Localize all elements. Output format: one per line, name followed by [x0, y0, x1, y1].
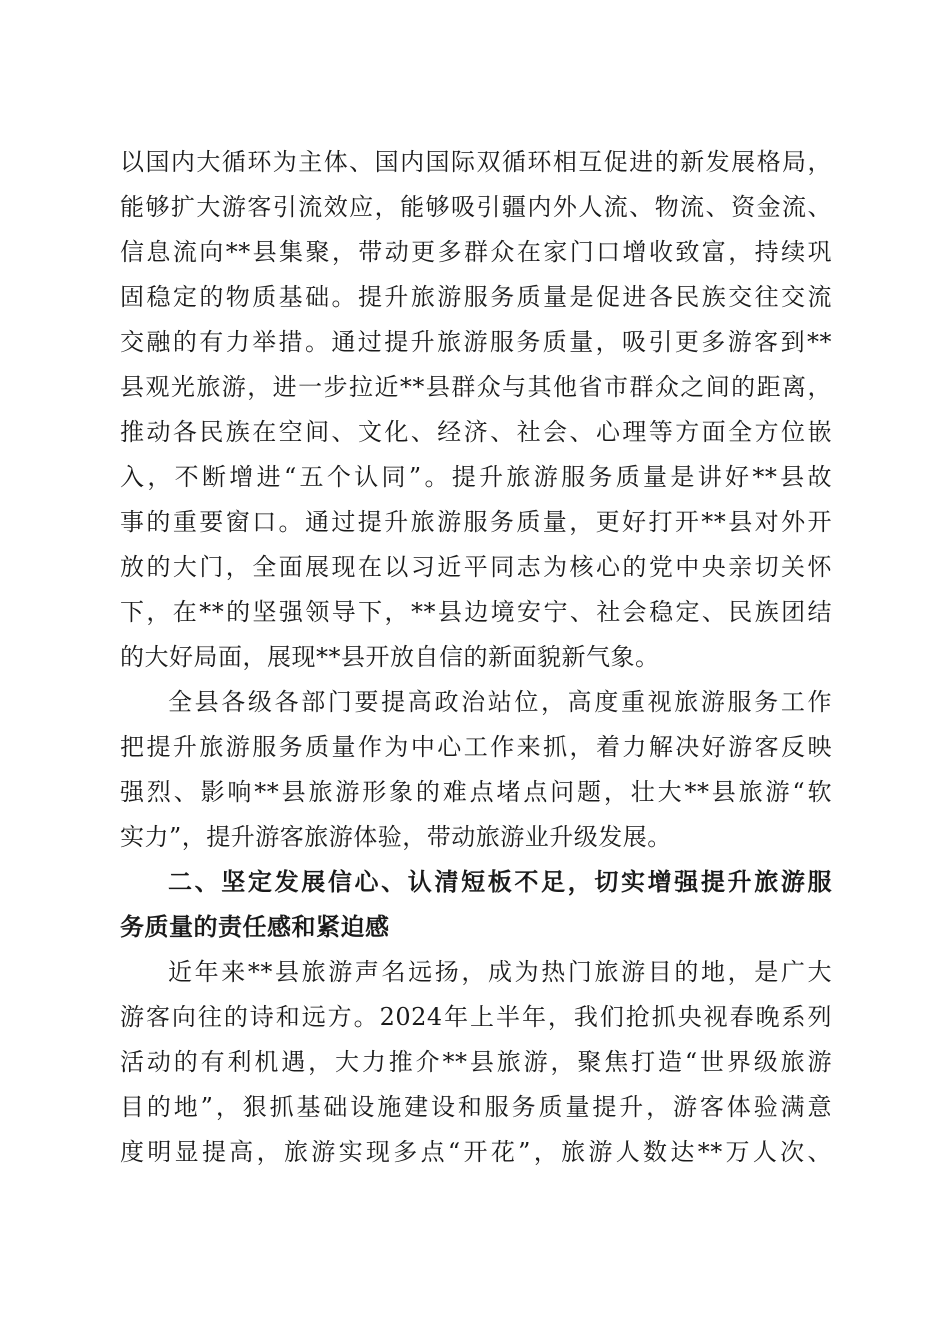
body-line: 信息流向**县集聚，带动更多群众在家门口增收致富，持续巩	[120, 238, 832, 266]
body-line: 事的重要窗口。通过提升旅游服务质量，更好打开**县对外开	[120, 508, 832, 536]
paragraph-first-line: 近年来**县旅游声名远扬，成为热门旅游目的地，是广大	[168, 958, 832, 986]
body-line: 能够扩大游客引流效应，能够吸引疆内外人流、物流、资金流、	[120, 193, 832, 221]
body-line: 交融的有力举措。通过提升旅游服务质量，吸引更多游客到**	[120, 328, 832, 356]
body-line: 把提升旅游服务质量作为中心工作来抓，着力解决好游客反映	[120, 733, 832, 761]
body-line: 下，在**的坚强领导下，**县边境安宁、社会稳定、民族团结	[120, 598, 832, 626]
body-line: 度明显提高，旅游实现多点“开花”，旅游人数达**万人次、	[120, 1138, 832, 1166]
paragraph-first-line: 全县各级各部门要提高政治站位，高度重视旅游服务工作	[168, 688, 832, 716]
body-line: 的大好局面，展现**县开放自信的新面貌新气象。	[120, 643, 660, 671]
section-heading: 二、坚定发展信心、认清短板不足，切实增强提升旅游服	[168, 868, 832, 896]
body-line: 强烈、影响**县旅游形象的难点堵点问题，壮大**县旅游“软	[120, 778, 832, 806]
body-line: 入，不断增进“五个认同”。提升旅游服务质量是讲好**县故	[120, 463, 832, 491]
document-body	[120, 140, 832, 1175]
body-line: 固稳定的物质基础。提升旅游服务质量是促进各民族交往交流	[120, 283, 832, 311]
body-line: 活动的有利机遇，大力推介**县旅游，聚焦打造“世界级旅游	[120, 1048, 832, 1076]
body-line: 以国内大循环为主体、国内国际双循环相互促进的新发展格局，	[120, 148, 832, 176]
body-line: 放的大门，全面展现在以习近平同志为核心的党中央亲切关怀	[120, 553, 832, 581]
body-line: 目的地”，狠抓基础设施建设和服务质量提升，游客体验满意	[120, 1093, 832, 1121]
body-line: 推动各民族在空间、文化、经济、社会、心理等方面全方位嵌	[120, 418, 832, 446]
body-line: 游客向往的诗和远方。2024年上半年，我们抢抓央视春晚系列	[120, 1003, 832, 1031]
body-line: 县观光旅游，进一步拉近**县群众与其他省市群众之间的距离，	[120, 373, 832, 401]
section-heading-continued: 务质量的责任感和紧迫感	[120, 913, 390, 941]
body-line: 实力”，提升游客旅游体验，带动旅游业升级发展。	[120, 823, 672, 851]
